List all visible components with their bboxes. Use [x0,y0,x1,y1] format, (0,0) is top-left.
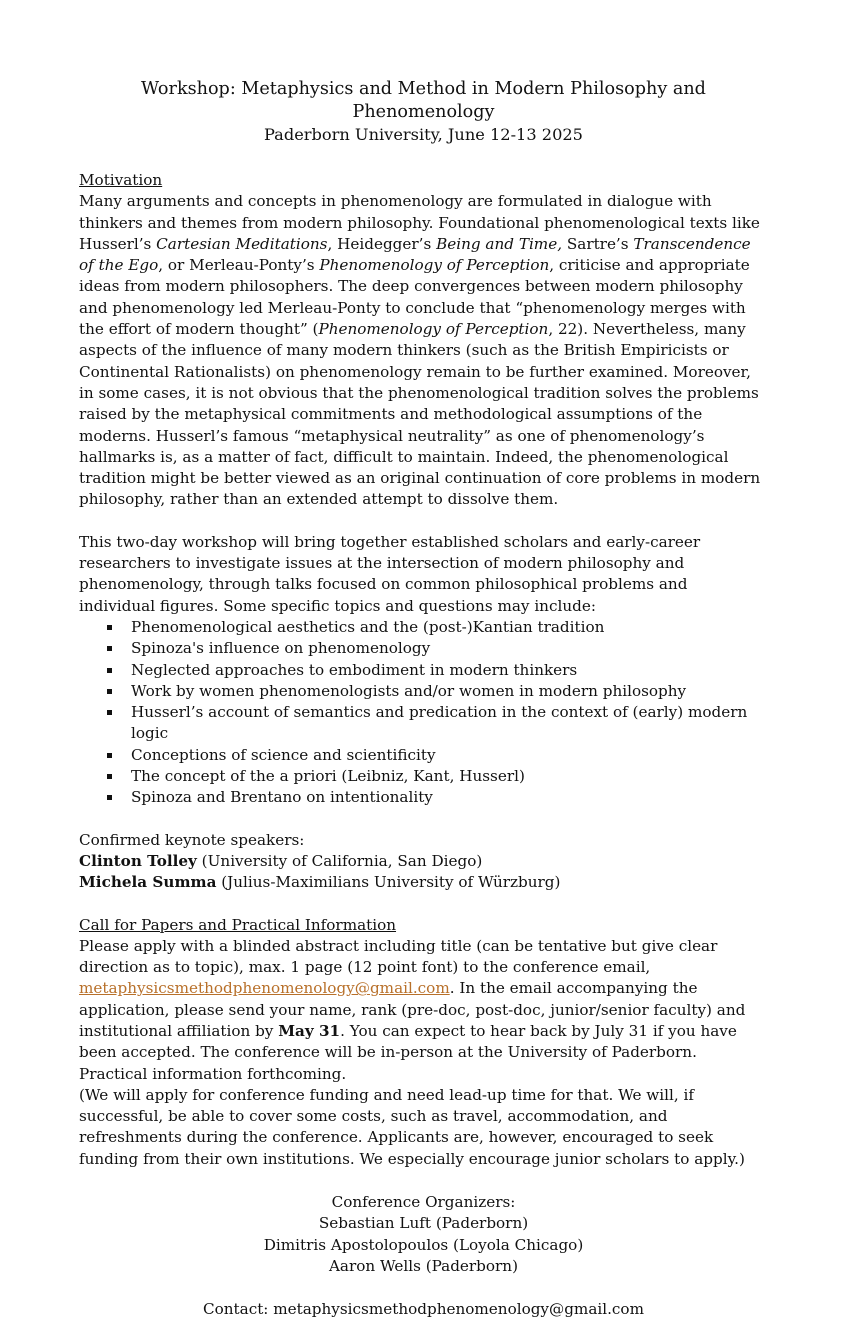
organizers-block [79,1192,768,1277]
list-item: Work by women phenomenologists and/or women in modern philosophy [107,681,768,702]
keynote-speaker [79,872,768,893]
motivation-heading: Motivation [79,171,163,189]
document-subtitle: Paderborn University, June 12-13 2025 [264,125,583,144]
workshop-description: This two-day workshop will bring together established scholars and early-career researchers to investigate issues at the intersection of modern philosophy and phenomenology, through talks focused on common philosophical problems and individual figures. Some specific topics and questions may include: [79,532,701,615]
organizer-name: Sebastian Luft (Paderborn) [318,1214,529,1233]
list-item: Husserl’s account of semantics and predication in the context of (early) modern logic [107,702,768,745]
organizer-name: Dimitris Apostolopoulos (Loyola Chicago) [263,1235,584,1254]
motivation-paragraph: Many arguments and concepts in phenomenology are formulated in dialogue with thinkers and themes from modern philosophy. Foundational phenomenological texts like Husserl’s Cartesian Meditations, Heidegger’s Being and Time, Sartre’s Transcendence of the Ego, or Merleau-Ponty’s Phenomenology of Perception, criticise and appropriate ideas from modern philosophers. The deep convergences between modern philosophy and phenomenology led Merleau-Ponty to conclude that “phenomenology merges with the effort of modern thought” (Phenomenology of Perception, 22). Nevertheless, many aspects of the influence of many modern thinkers (such as the British Empiricists or Continental Rationalists) on phenomenology remain to be further examined. Moreover, in some cases, it is not obvious that the phenomenological tradition solves the problems raised by the metaphysical commitments and methodological assumptions of the moderns. Husserl’s famous “metaphysical neutrality” as one of phenomenology’s hallmarks is, as a matter of fact, difficult to maintain. Indeed, the phenomenological tradition might be better viewed as an original continuation of core problems in modern philosophy, rather than an extended attempt to dissolve them. [79,192,761,509]
list-item: Neglected approaches to embodiment in modern thinkers [107,660,768,681]
keynote-speaker [79,851,768,872]
speaker-name: Michela Summa [79,873,217,892]
cfp-heading: Call for Papers and Practical Information [79,915,397,934]
keynote-label: Confirmed keynote speakers: [79,830,305,849]
organizer-name: Aaron Wells (Paderborn) [328,1256,519,1275]
list-item: Phenomenological aesthetics and the (post-)Kantian tradition [107,617,768,638]
deadline-date: May 31 [278,1021,341,1040]
speaker-affiliation: (University of California, San Diego) [196,851,483,870]
document-title: Workshop: Metaphysics and Method in Modern Philosophy and Phenomenology [141,79,706,122]
contact-line: Contact: metaphysicsmethodphenomenology@gmail.com [203,1300,644,1319]
cfp-paragraph: Please apply with a blinded abstract including title (can be tentative but give clear direction as to topic), max. 1 page (12 point font) to the conference email, metaphysicsmethodphenomenology@gmail.com. In the email accompanying the application, please send your name, rank (pre-doc, post-doc, junior/senior faculty) and institutional affiliation by May 31. You can expect to hear back by July 31 if you have been accepted. The conference will be in-person at the University of Paderborn. Practical information forthcoming. [79,936,746,1083]
funding-paragraph: (We will apply for conference funding and need lead-up time for that. We will, if successful, be able to cover some costs, such as travel, accommodation, and refreshments during the conference. Applicants are, however, encouraged to seek funding from their own institutions. We especially encourage junior scholars to apply.) [79,1085,745,1168]
speaker-name: Clinton Tolley [79,851,197,870]
speaker-affiliation: (Julius-Maximilians University of Würzburg) [216,873,561,892]
email-link[interactable]: metaphysicsmethodphenomenology@gmail.com [79,979,450,998]
organizers-label: Conference Organizers: [331,1193,516,1212]
list-item: Spinoza and Brentano on intentionality [107,787,768,808]
topic-list [79,617,768,809]
list-item: The concept of the a priori (Leibniz, Kant, Husserl) [107,766,768,787]
list-item: Conceptions of science and scientificity [107,745,768,766]
list-item: Spinoza's influence on phenomenology [107,638,768,659]
